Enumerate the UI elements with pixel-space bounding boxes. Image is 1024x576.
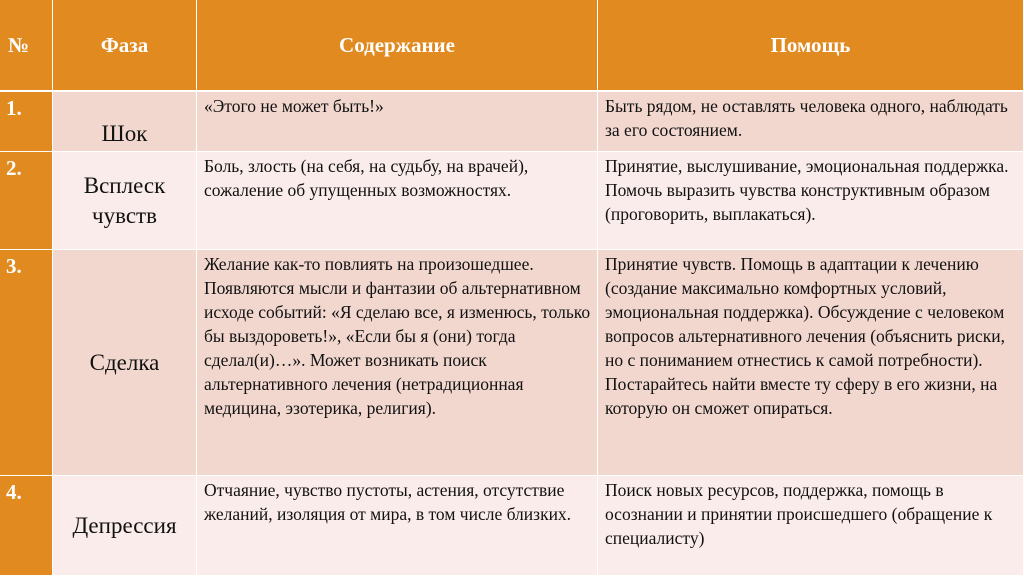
row-content: «Этого не может быть!» — [197, 92, 598, 152]
row-help: Быть рядом, не оставлять человека одного, наблюдать за его состоянием. — [598, 92, 1024, 152]
row-phase: Шок — [53, 92, 197, 152]
row-help: Принятие чувств. Помощь в адаптации к лечению (создание максимально комфортных условий, эмоциональная поддержка). Обсуждение с человеком вопросов альтернативного лечения (объяснить риски, но с пониманием отнестись к самой потребности). Постарайтесь найти вместе ту сферу в его жизни, на которую он сможет опираться. — [598, 250, 1024, 476]
header-phase: Фаза — [53, 0, 197, 92]
header-content: Содержание — [197, 0, 598, 92]
row-phase: Всплеск чувств — [53, 152, 197, 250]
row-phase: Депрессия — [53, 476, 197, 576]
row-content: Боль, злость (на себя, на судьбу, на врачей), сожаление об упущенных возможностях. — [197, 152, 598, 250]
row-number: 1. — [0, 92, 53, 152]
row-number: 2. — [0, 152, 53, 250]
row-help: Принятие, выслушивание, эмоциональная поддержка. Помочь выразить чувства конструктивным образом (проговорить, выплакаться). — [598, 152, 1024, 250]
header-help: Помощь — [598, 0, 1024, 92]
row-content: Отчаяние, чувство пустоты, астения, отсутствие желаний, изоляция от мира, в том числе близких. — [197, 476, 598, 576]
row-number: 4. — [0, 476, 53, 576]
header-number: № — [0, 0, 53, 92]
row-number: 3. — [0, 250, 53, 476]
row-content: Желание как-то повлиять на произошедшее. Появляются мысли и фантазии об альтернативном исходе событий: «Я сделаю все, я изменюсь, только бы выздороветь!», «Если бы я (они) тогда сделал(и)…». Может возникать поиск альтернативного лечения (нетрадиционная медицина, эзотерика, религия). — [197, 250, 598, 476]
row-phase: Сделка — [53, 250, 197, 476]
row-help: Поиск новых ресурсов, поддержка, помощь в осознании и принятии происшедшего (обращение к специалисту) — [598, 476, 1024, 576]
